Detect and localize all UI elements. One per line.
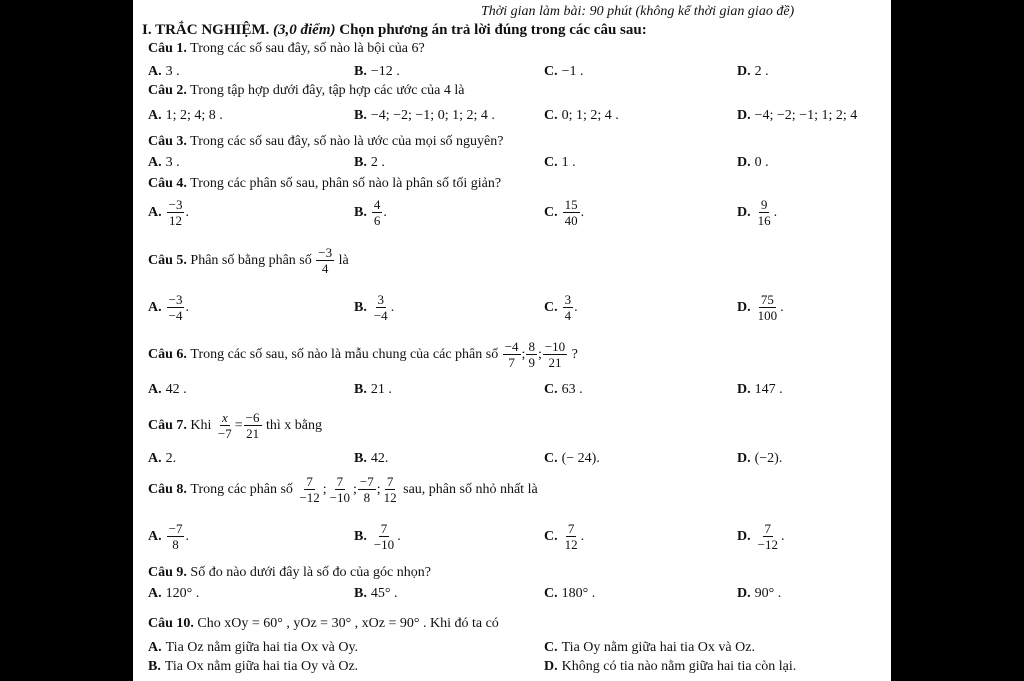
q7-option-b[interactable]	[354, 451, 388, 467]
option-text: 3 .	[165, 64, 180, 79]
option-text: 180° .	[561, 586, 596, 601]
option-text: 1 .	[561, 155, 576, 170]
question-text: Cho xOy = 60° , yOz = 30° , xOz = 90° . Khi đó ta có	[197, 616, 499, 631]
q8-option-a[interactable]: A. $\frac{-7}{8}$ .	[148, 521, 189, 552]
denominator: 21	[246, 426, 260, 441]
option-label: B.	[354, 586, 367, 601]
question-5	[148, 245, 349, 276]
equals-sign: =	[234, 417, 243, 433]
question-text: Phân số bằng phân số	[190, 252, 312, 268]
section-instruction: Chọn phương án trả lời đúng trong các câu sau:	[339, 22, 647, 38]
q3-option-a[interactable]	[148, 155, 180, 171]
question-text: Trong các phân số	[190, 481, 293, 497]
question-text: Số đo nào dưới đây là số đo của góc nhọn?	[190, 565, 431, 580]
option-text: 2 .	[754, 64, 769, 79]
option-label: D.	[737, 528, 751, 544]
option-label: A.	[148, 586, 162, 601]
option-label: D.	[737, 204, 751, 220]
option-label: D.	[737, 382, 751, 397]
q8-option-c[interactable]: C. $\frac{7}{12}$ .	[544, 521, 585, 552]
option-label: B.	[354, 451, 367, 466]
numerator: −4	[504, 339, 519, 354]
q6-option-d[interactable]	[737, 382, 783, 398]
option-label: C.	[544, 451, 558, 466]
question-text: Trong các số sau đây, số nào là bội của 6?	[190, 41, 425, 56]
option-text: 42 .	[165, 382, 187, 397]
question-text-end: là	[338, 252, 349, 268]
option-fraction	[167, 197, 185, 228]
option-fraction	[756, 521, 780, 552]
option-text: −1 .	[561, 64, 584, 79]
q1-option-d[interactable]	[737, 64, 769, 80]
option-text: 1; 2; 4; 8 .	[165, 108, 223, 123]
denominator: 7	[508, 355, 515, 370]
option-label: B.	[354, 155, 367, 170]
denominator: −10	[373, 537, 395, 552]
question-fraction-2	[244, 410, 262, 441]
option-fraction	[372, 197, 383, 228]
numerator: 4	[373, 197, 381, 212]
q2-option-b[interactable]	[354, 108, 495, 124]
question-fraction-2	[526, 339, 537, 370]
option-label: A.	[148, 64, 162, 79]
option-label: D.	[737, 299, 751, 315]
option-text: (− 24).	[561, 451, 600, 466]
q7-option-d[interactable]	[737, 451, 782, 467]
option-text: 0 .	[754, 155, 769, 170]
numerator: −10	[544, 339, 566, 354]
denominator: 100	[757, 308, 778, 323]
q1-option-c[interactable]	[544, 64, 584, 80]
option-label: D.	[737, 586, 751, 601]
option-label: A.	[148, 299, 162, 315]
q3-option-b[interactable]	[354, 155, 385, 171]
numerator: 9	[760, 197, 768, 212]
option-label: C.	[544, 204, 558, 220]
option-fraction	[563, 197, 580, 228]
option-label: B.	[148, 659, 161, 674]
option-text: 2.	[165, 451, 177, 466]
option-label: B.	[354, 299, 367, 315]
option-text: Tia Oy nằm giữa hai tia Ox và Oz.	[561, 640, 755, 655]
numerator: 75	[760, 292, 774, 307]
q5-option-a[interactable]: A. $\frac{-3}{-4}$ .	[148, 292, 189, 323]
option-label: A.	[148, 204, 162, 220]
option-label: C.	[544, 528, 558, 544]
option-text: −4; −2; −1; 0; 1; 2; 4 .	[370, 108, 495, 123]
denominator: −4	[168, 308, 183, 323]
q5-option-c[interactable]: C. $\frac{3}{4}$ .	[544, 292, 578, 323]
question-8: Câu 8. Trong các phân số $\frac{7}{-12}$ ; $\frac{7}{-10}$ ; $\frac{-7}{8}$ ; $\frac{7}{12}$ sau, phân số nhỏ nhất là	[148, 474, 538, 505]
option-label: B.	[354, 204, 367, 220]
option-text: Tia Oz nằm giữa hai tia Ox và Oy.	[165, 640, 359, 655]
q4-option-d[interactable]: D. $\frac{9}{16}$ .	[737, 197, 778, 228]
option-label: A.	[148, 382, 162, 397]
q2-option-d[interactable]	[737, 108, 857, 124]
denominator: 8	[363, 490, 371, 505]
option-fraction	[372, 292, 390, 323]
q9-option-d[interactable]	[737, 586, 781, 602]
question-text-end: ?	[571, 346, 578, 362]
question-text: Trong các số sau, số nào là mẫu chung của các phân số	[190, 346, 499, 362]
numerator: 7	[386, 474, 394, 489]
option-label: B.	[354, 382, 367, 397]
question-fraction-3	[358, 474, 376, 505]
q9-option-b[interactable]	[354, 586, 397, 602]
option-label: A.	[148, 528, 162, 544]
option-label: A.	[148, 155, 162, 170]
option-text: 21 .	[370, 382, 392, 397]
section-heading	[142, 22, 647, 38]
denominator: −4	[373, 308, 388, 323]
denominator: 4	[321, 261, 329, 276]
question-text: Trong các phân số sau, phân số nào là phân số tối giản?	[190, 176, 502, 191]
denominator: 12	[169, 213, 183, 228]
denominator: 8	[172, 537, 179, 552]
q6-option-a[interactable]	[148, 382, 187, 398]
option-label: A.	[148, 108, 162, 123]
section-title: I. TRẮC NGHIỆM.	[142, 22, 270, 38]
question-label: Câu 10.	[148, 616, 194, 631]
option-text: 90° .	[754, 586, 782, 601]
q1-option-a[interactable]	[148, 64, 180, 80]
q4-option-a[interactable]: A. $\frac{-3}{12}$ .	[148, 197, 189, 228]
option-label: B.	[354, 528, 367, 544]
question-text-end: thì x bằng	[266, 417, 322, 433]
option-text: Không có tia nào nằm giữa hai tia còn lại.	[561, 659, 797, 674]
option-text: 0; 1; 2; 4 .	[561, 108, 619, 123]
option-fraction	[372, 521, 396, 552]
numerator: 7	[764, 521, 772, 536]
question-text: Khi	[190, 417, 212, 433]
option-text: 120° .	[165, 586, 200, 601]
q10-option-b[interactable]	[148, 659, 358, 675]
question-text-end: sau, phân số nhỏ nhất là	[403, 481, 538, 497]
option-label: C.	[544, 586, 558, 601]
section-points: (3,0 điểm)	[273, 22, 336, 38]
option-label: C.	[544, 382, 558, 397]
question-text: Trong các số sau đây, số nào là ước của mọi số nguyên?	[190, 134, 504, 149]
numerator: −6	[245, 410, 260, 425]
option-label: A.	[148, 451, 162, 466]
question-4	[148, 176, 501, 192]
option-text: 147 .	[754, 382, 783, 397]
question-text: Trong tập hợp dưới đây, tập hợp các ước của 4 là	[190, 83, 465, 98]
denominator: 21	[548, 355, 562, 370]
question-fraction-4	[382, 474, 399, 505]
q10-option-d[interactable]	[544, 659, 796, 675]
option-fraction	[756, 197, 773, 228]
question-fraction-3	[543, 339, 567, 370]
q8-option-b[interactable]: B. $\frac{7}{-10}$ .	[354, 521, 401, 552]
numerator: x	[221, 410, 228, 425]
exam-page	[133, 0, 891, 681]
question-label: Câu 9.	[148, 565, 187, 580]
numerator: 3	[377, 292, 385, 307]
denominator: 6	[373, 213, 381, 228]
option-label: C.	[544, 640, 558, 655]
denominator: −10	[329, 490, 351, 505]
q10-option-c[interactable]	[544, 640, 755, 656]
question-3	[148, 134, 504, 150]
q1-option-b[interactable]	[354, 64, 400, 80]
question-label: Câu 1.	[148, 41, 187, 56]
option-label: D.	[737, 64, 751, 79]
denominator: −12	[299, 490, 320, 505]
question-fraction-1	[216, 410, 234, 441]
numerator: −3	[168, 197, 183, 212]
question-fraction-2	[328, 474, 352, 505]
q7-option-a[interactable]	[148, 451, 176, 467]
question-7	[148, 410, 322, 441]
option-text: 45° .	[370, 586, 398, 601]
question-9	[148, 565, 431, 581]
q4-option-b[interactable]: B. $\frac{4}{6}$ .	[354, 197, 387, 228]
q7-option-c[interactable]	[544, 451, 600, 467]
question-fraction-1	[297, 474, 321, 505]
option-fraction	[167, 521, 185, 552]
option-label: D.	[544, 659, 558, 674]
numerator: 15	[564, 197, 578, 212]
option-label: C.	[544, 108, 558, 123]
numerator: 7	[336, 474, 344, 489]
option-text: −4; −2; −1; 1; 2; 4	[754, 108, 858, 123]
option-label: D.	[737, 155, 751, 170]
q8-option-d[interactable]: D. $\frac{7}{-12}$ .	[737, 521, 785, 552]
option-label: D.	[737, 108, 751, 123]
denominator: 4	[564, 308, 572, 323]
option-label: B.	[354, 64, 367, 79]
numerator: 3	[564, 292, 572, 307]
numerator: 7	[306, 474, 313, 489]
question-label: Câu 2.	[148, 83, 187, 98]
numerator: 7	[567, 521, 575, 536]
numerator: −7	[359, 474, 374, 489]
option-fraction	[563, 521, 580, 552]
q2-option-c[interactable]	[544, 108, 619, 124]
option-text: 3 .	[165, 155, 180, 170]
numerator: 7	[380, 521, 388, 536]
option-text: 2 .	[370, 155, 385, 170]
option-text: −12 .	[370, 64, 400, 79]
denominator: −12	[757, 537, 778, 552]
q3-option-c[interactable]	[544, 155, 576, 171]
option-text: 42.	[370, 451, 389, 466]
q5-option-d[interactable]: D. $\frac{75}{100}$ .	[737, 292, 784, 323]
question-label: Câu 7.	[148, 417, 187, 433]
numerator: −7	[168, 521, 183, 536]
option-label: C.	[544, 299, 558, 315]
question-label: Câu 6.	[148, 346, 187, 362]
q9-option-c[interactable]	[544, 586, 595, 602]
question-fraction-1	[503, 339, 521, 370]
time-note	[481, 4, 794, 20]
denominator: 9	[528, 355, 535, 370]
option-label: A.	[148, 640, 162, 655]
denominator: −7	[217, 426, 232, 441]
option-fraction	[756, 292, 780, 323]
q2-option-a[interactable]	[148, 108, 223, 124]
q3-option-d[interactable]	[737, 155, 769, 171]
q6-option-b[interactable]	[354, 382, 392, 398]
question-6: Câu 6. Trong các số sau, số nào là mẫu chung của các phân số $\frac{-4}{7}$ ; $\frac{8}{9}$ ; $\frac{-10}{21}$ ?	[148, 339, 578, 370]
q9-option-a[interactable]	[148, 586, 199, 602]
question-2	[148, 83, 464, 99]
q10-option-a[interactable]	[148, 640, 358, 656]
option-fraction	[563, 292, 574, 323]
question-label: Câu 3.	[148, 134, 187, 149]
numerator: −3	[168, 292, 183, 307]
question-10	[148, 616, 499, 632]
option-text: 63 .	[561, 382, 583, 397]
option-label: C.	[544, 155, 558, 170]
denominator: 12	[383, 490, 397, 505]
option-fraction	[167, 292, 185, 323]
option-text: (−2).	[754, 451, 783, 466]
denominator: 40	[564, 213, 578, 228]
q5-option-b[interactable]: B. $\frac{3}{-4}$ .	[354, 292, 395, 323]
option-label: D.	[737, 451, 751, 466]
question-label: Câu 4.	[148, 176, 187, 191]
denominator: 12	[564, 537, 578, 552]
q6-option-c[interactable]	[544, 382, 583, 398]
denominator: 16	[757, 213, 771, 228]
time-note-text: Thời gian làm bài: 90 phút (không kể thời gian giao đề)	[481, 4, 795, 19]
question-1	[148, 41, 425, 57]
option-text: Tia Ox nằm giữa hai tia Oy và Oz.	[164, 659, 359, 674]
option-label: C.	[544, 64, 558, 79]
question-fraction	[316, 245, 334, 276]
numerator: −3	[318, 245, 333, 260]
numerator: 8	[528, 339, 535, 354]
question-label: Câu 5.	[148, 252, 187, 268]
q4-option-c[interactable]: C. $\frac{15}{40}$ .	[544, 197, 585, 228]
option-label: B.	[354, 108, 367, 123]
question-label: Câu 8.	[148, 481, 187, 497]
